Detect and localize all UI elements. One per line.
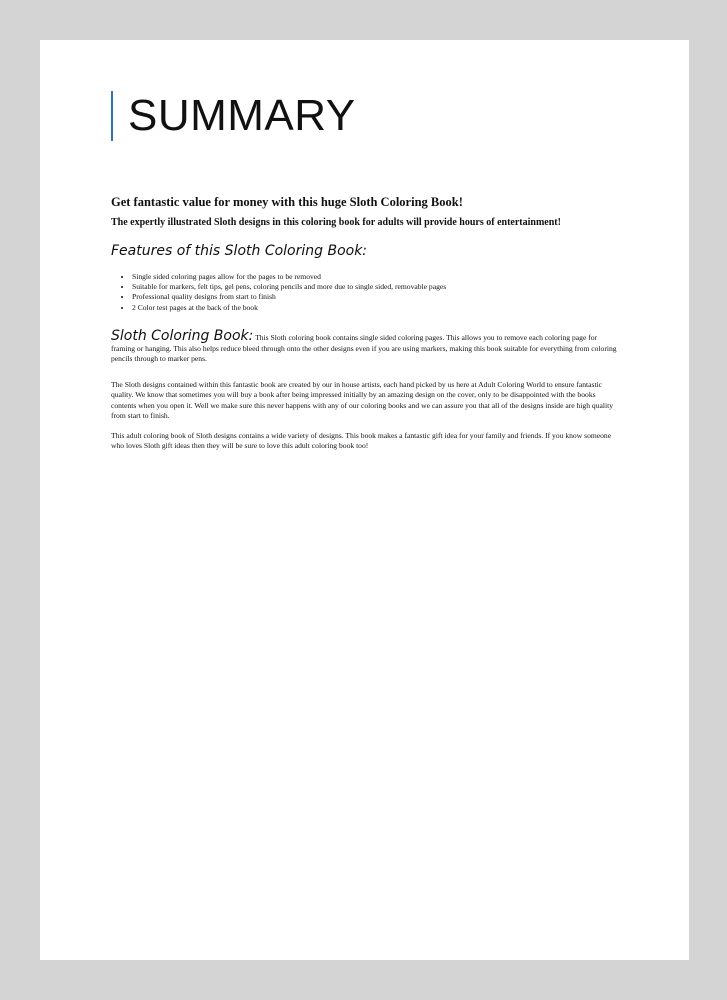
feature-item: • Single sided coloring pages allow for the pages to be removed	[132, 272, 652, 282]
document-page	[40, 40, 689, 960]
feature-item: • Suitable for markers, felt tips, gel pens, coloring pencils and more due to single sided, removable pages	[132, 282, 652, 292]
features-heading: Features of this Sloth Coloring Book:	[111, 243, 368, 259]
feature-item: • Professional quality designs from start to finish	[132, 292, 652, 302]
paragraph-3: This adult coloring book of Sloth designs contains a wide variety of designs. This book makes a fantastic gift idea for your family and friends. If you know someone who loves Sloth gift ideas then they will be sure to love this adult coloring book too!	[111, 431, 612, 451]
paragraph-1	[111, 328, 617, 365]
headline: Get fantastic value for money with this huge Sloth Coloring Book!	[111, 195, 463, 209]
paragraph-1-text: This Sloth coloring book contains single sided coloring pages. This allows you to remove each coloring page for framing or hanging. This also helps reduce bleed through onto the other designs even if you are using markers, making this book suitable for everything from coloring pencils through to marker pens.	[111, 333, 617, 364]
section-lead: Sloth Coloring Book:	[111, 328, 254, 344]
feature-item: • 2 Color test pages at the back of the book	[132, 303, 652, 313]
features-list	[111, 272, 652, 313]
subheadline: The expertly illustrated Sloth designs in this coloring book for adults will provide hours of entertainment!	[111, 217, 561, 228]
page-title: SUMMARY	[128, 91, 356, 140]
title-accent-bar	[111, 91, 113, 141]
paragraph-2: The Sloth designs contained within this fantastic book are created by our in house artists, each hand picked by us here at Adult Coloring World to ensure fantastic quality. We know that sometimes you will buy a book after being impressed initially by an amazing design on the cover, only to be disappointed with the books contents when you open it. Well we make sure this never happens with any of our coloring books and we can assure you that all of the designs inside are high quality from start to finish.	[111, 380, 614, 421]
